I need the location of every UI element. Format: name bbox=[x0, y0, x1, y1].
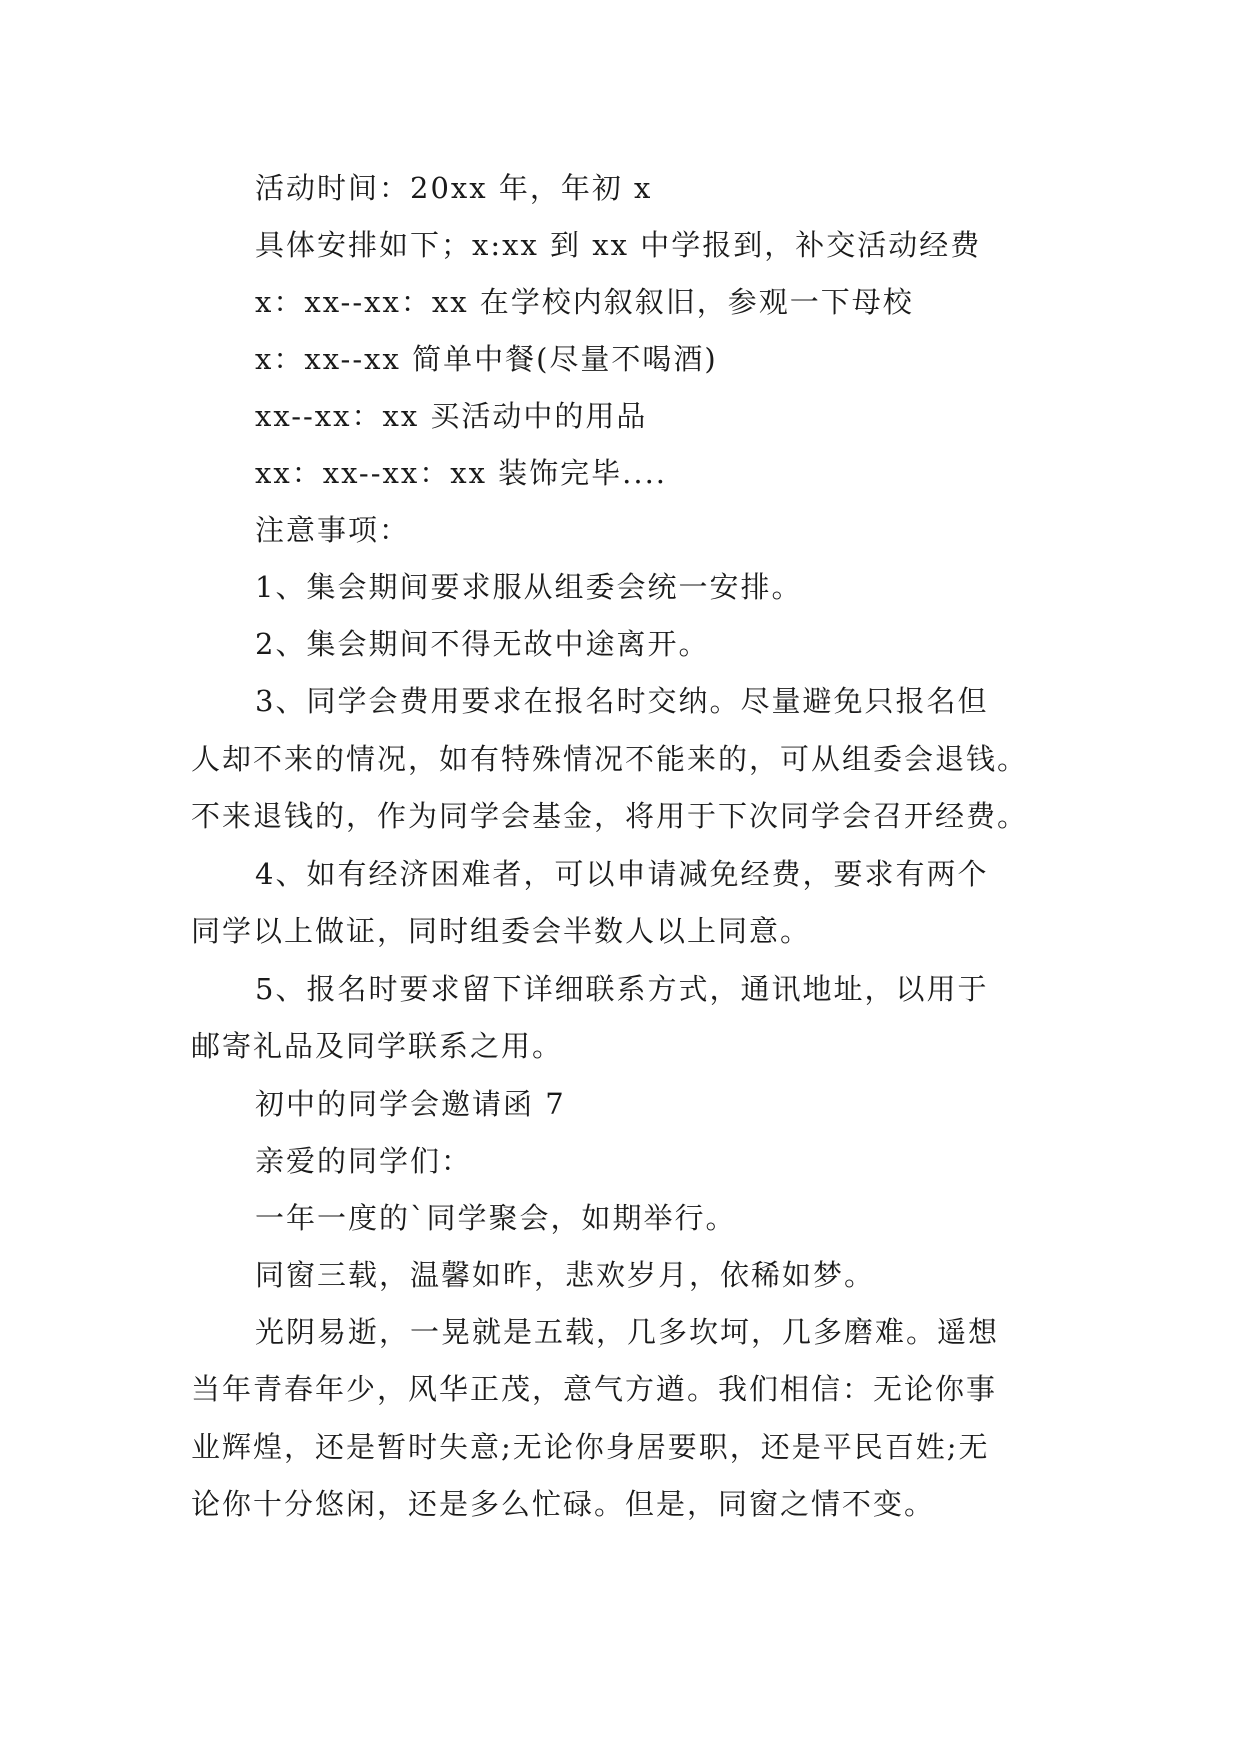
invitation-line-2: 同窗三载，温馨如昨，悲欢岁月，依稀如梦。 bbox=[255, 1257, 876, 1292]
note-item-3-line-2: 人却不来的情况，如有特殊情况不能来的，可从组委会退钱。 bbox=[191, 741, 1029, 776]
invitation-line-1: 一年一度的`同学聚会，如期举行。 bbox=[255, 1200, 737, 1235]
note-item-4-line-2: 同学以上做证，同时组委会半数人以上同意。 bbox=[191, 914, 812, 948]
note-item-3 bbox=[191, 673, 1051, 846]
schedule-item-lunch: x：xx--xx 简单中餐(尽量不喝酒) bbox=[255, 342, 718, 376]
invitation-paragraph bbox=[191, 1304, 1051, 1534]
note-item-3-line-3: 不来退钱的，作为同学会基金，将用于下次同学会召开经费。 bbox=[191, 799, 1029, 833]
activity-time-line: 活动时间：20xx 年，年初 x bbox=[255, 171, 653, 205]
invitation-paragraph-line-3: 业辉煌，还是暂时失意;无论你身居要职，还是平民百姓;无 bbox=[191, 1429, 990, 1464]
note-item-5-line-2: 邮寄礼品及同学联系之用。 bbox=[191, 1029, 564, 1063]
salutation: 亲爱的同学们： bbox=[255, 1143, 473, 1178]
note-item-5 bbox=[191, 961, 1051, 1076]
schedule-item-reminisce: x：xx--xx：xx 在学校内叙叙旧，参观一下母校 bbox=[255, 285, 914, 319]
note-item-4-line-1: 4、如有经济困难者，可以申请减免经费，要求有两个 bbox=[255, 856, 989, 891]
invitation-paragraph-line-4: 论你十分悠闲，还是多么忙碌。但是，同窗之情不变。 bbox=[191, 1487, 936, 1521]
notes-heading: 注意事项： bbox=[255, 513, 411, 547]
schedule-intro-line: 具体安排如下；x:xx 到 xx 中学报到，补交活动经费 bbox=[255, 228, 982, 262]
invitation-title: 初中的同学会邀请函 7 bbox=[255, 1086, 566, 1121]
note-item-2: 2、集会期间不得无故中途离开。 bbox=[255, 627, 710, 661]
note-item-5-line-1: 5、报名时要求留下详细联系方式，通讯地址，以用于 bbox=[255, 971, 989, 1006]
invitation-paragraph-line-2: 当年青春年少，风华正茂，意气方遒。我们相信：无论你事 bbox=[191, 1372, 998, 1406]
schedule-item-decoration: xx：xx--xx：xx 装饰完毕.... bbox=[255, 456, 668, 490]
note-item-3-line-1: 3、同学会费用要求在报名时交纳。尽量避免只报名但 bbox=[255, 684, 989, 718]
schedule-item-supplies: xx--xx：xx 买活动中的用品 bbox=[255, 399, 648, 433]
note-item-4 bbox=[191, 846, 1051, 961]
document-page bbox=[191, 160, 1051, 1534]
invitation-paragraph-line-1: 光阴易逝，一晃就是五载，几多坎坷，几多磨难。遥想 bbox=[255, 1314, 1000, 1349]
note-item-1: 1、集会期间要求服从组委会统一安排。 bbox=[255, 570, 803, 604]
